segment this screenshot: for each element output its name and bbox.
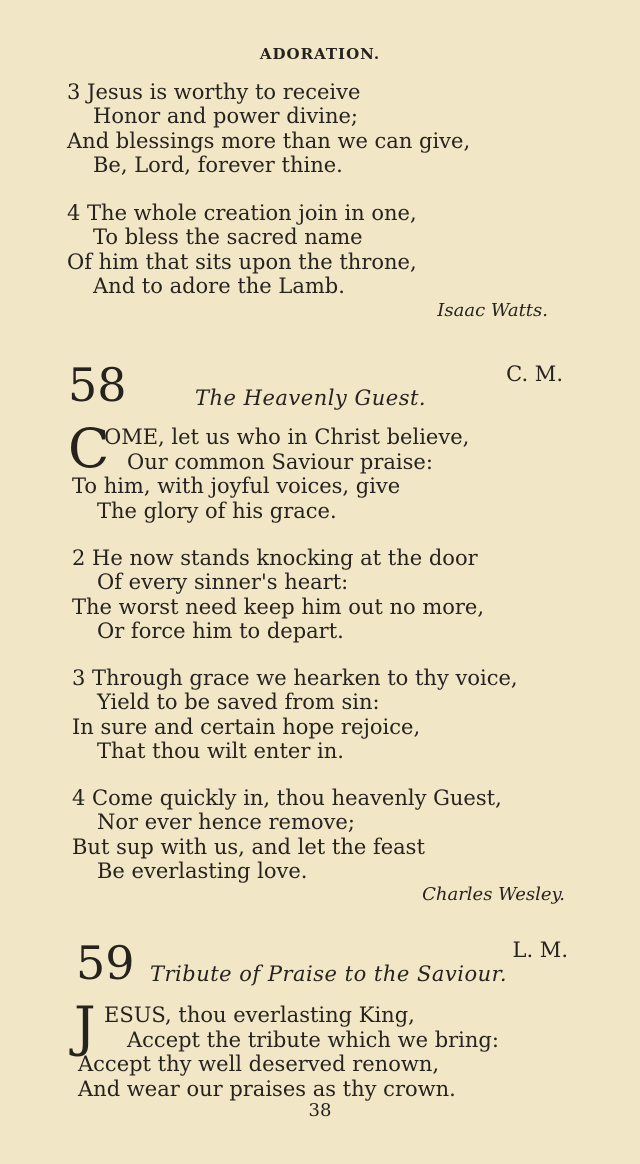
verse-line: 3 Through grace we hearken to thy voice, [72,666,518,690]
verse-line: Honor and power divine; [93,104,358,128]
verse-line: 3 Jesus is worthy to receive [67,80,361,104]
hymn-number: 59 [76,936,135,990]
author-attribution: Isaac Watts. [437,300,548,321]
verse-line: 4 Come quickly in, thou heavenly Guest, [72,786,502,810]
verse-line: And to adore the Lamb. [93,274,345,298]
verse-line: OME, let us who in Christ believe, [104,425,470,449]
hymn-title: Tribute of Praise to the Saviour. [150,962,508,986]
verse-line: 2 He now stands knocking at the door [72,546,478,570]
drop-cap: J [74,995,96,1058]
verse-line: And blessings more than we can give, [67,129,471,153]
drop-cap: C [68,417,110,480]
verse-line: Accept thy well deserved renown, [78,1052,440,1076]
verse-line: ESUS, thou everlasting King, [104,1003,415,1027]
verse-line: Be everlasting love. [97,859,308,883]
verse-line: Of every sinner's heart: [97,570,349,594]
hymn-meter: C. M. [506,362,563,386]
verse-line: And wear our praises as thy crown. [78,1077,456,1101]
verse-line: Accept the tribute which we bring: [127,1028,499,1052]
hymn-title: The Heavenly Guest. [195,386,427,410]
verse-line: To him, with joyful voices, give [72,474,401,498]
verse-line: But sup with us, and let the feast [72,835,425,859]
verse-line: In sure and certain hope rejoice, [72,715,421,739]
verse-line: Or force him to depart. [97,619,344,643]
hymn-meter: L. M. [512,938,568,962]
author-attribution: Charles Wesley. [422,884,565,905]
verse-line: The worst need keep him out no more, [72,595,485,619]
page-number: 38 [308,1100,332,1121]
verse-line: Nor ever hence remove; [97,810,355,834]
verse-line: To bless the sacred name [93,225,363,249]
verse-line: Yield to be saved from sin: [97,690,380,714]
hymn-number: 58 [68,358,127,412]
verse-line: That thou wilt enter in. [97,739,344,763]
verse-line: Of him that sits upon the throne, [67,250,417,274]
verse-line: The glory of his grace. [97,499,337,523]
verse-line: 4 The whole creation join in one, [67,201,417,225]
verse-line: Be, Lord, forever thine. [93,153,343,177]
verse-line: Our common Saviour praise: [127,450,433,474]
page-header: ADORATION. [259,45,381,63]
